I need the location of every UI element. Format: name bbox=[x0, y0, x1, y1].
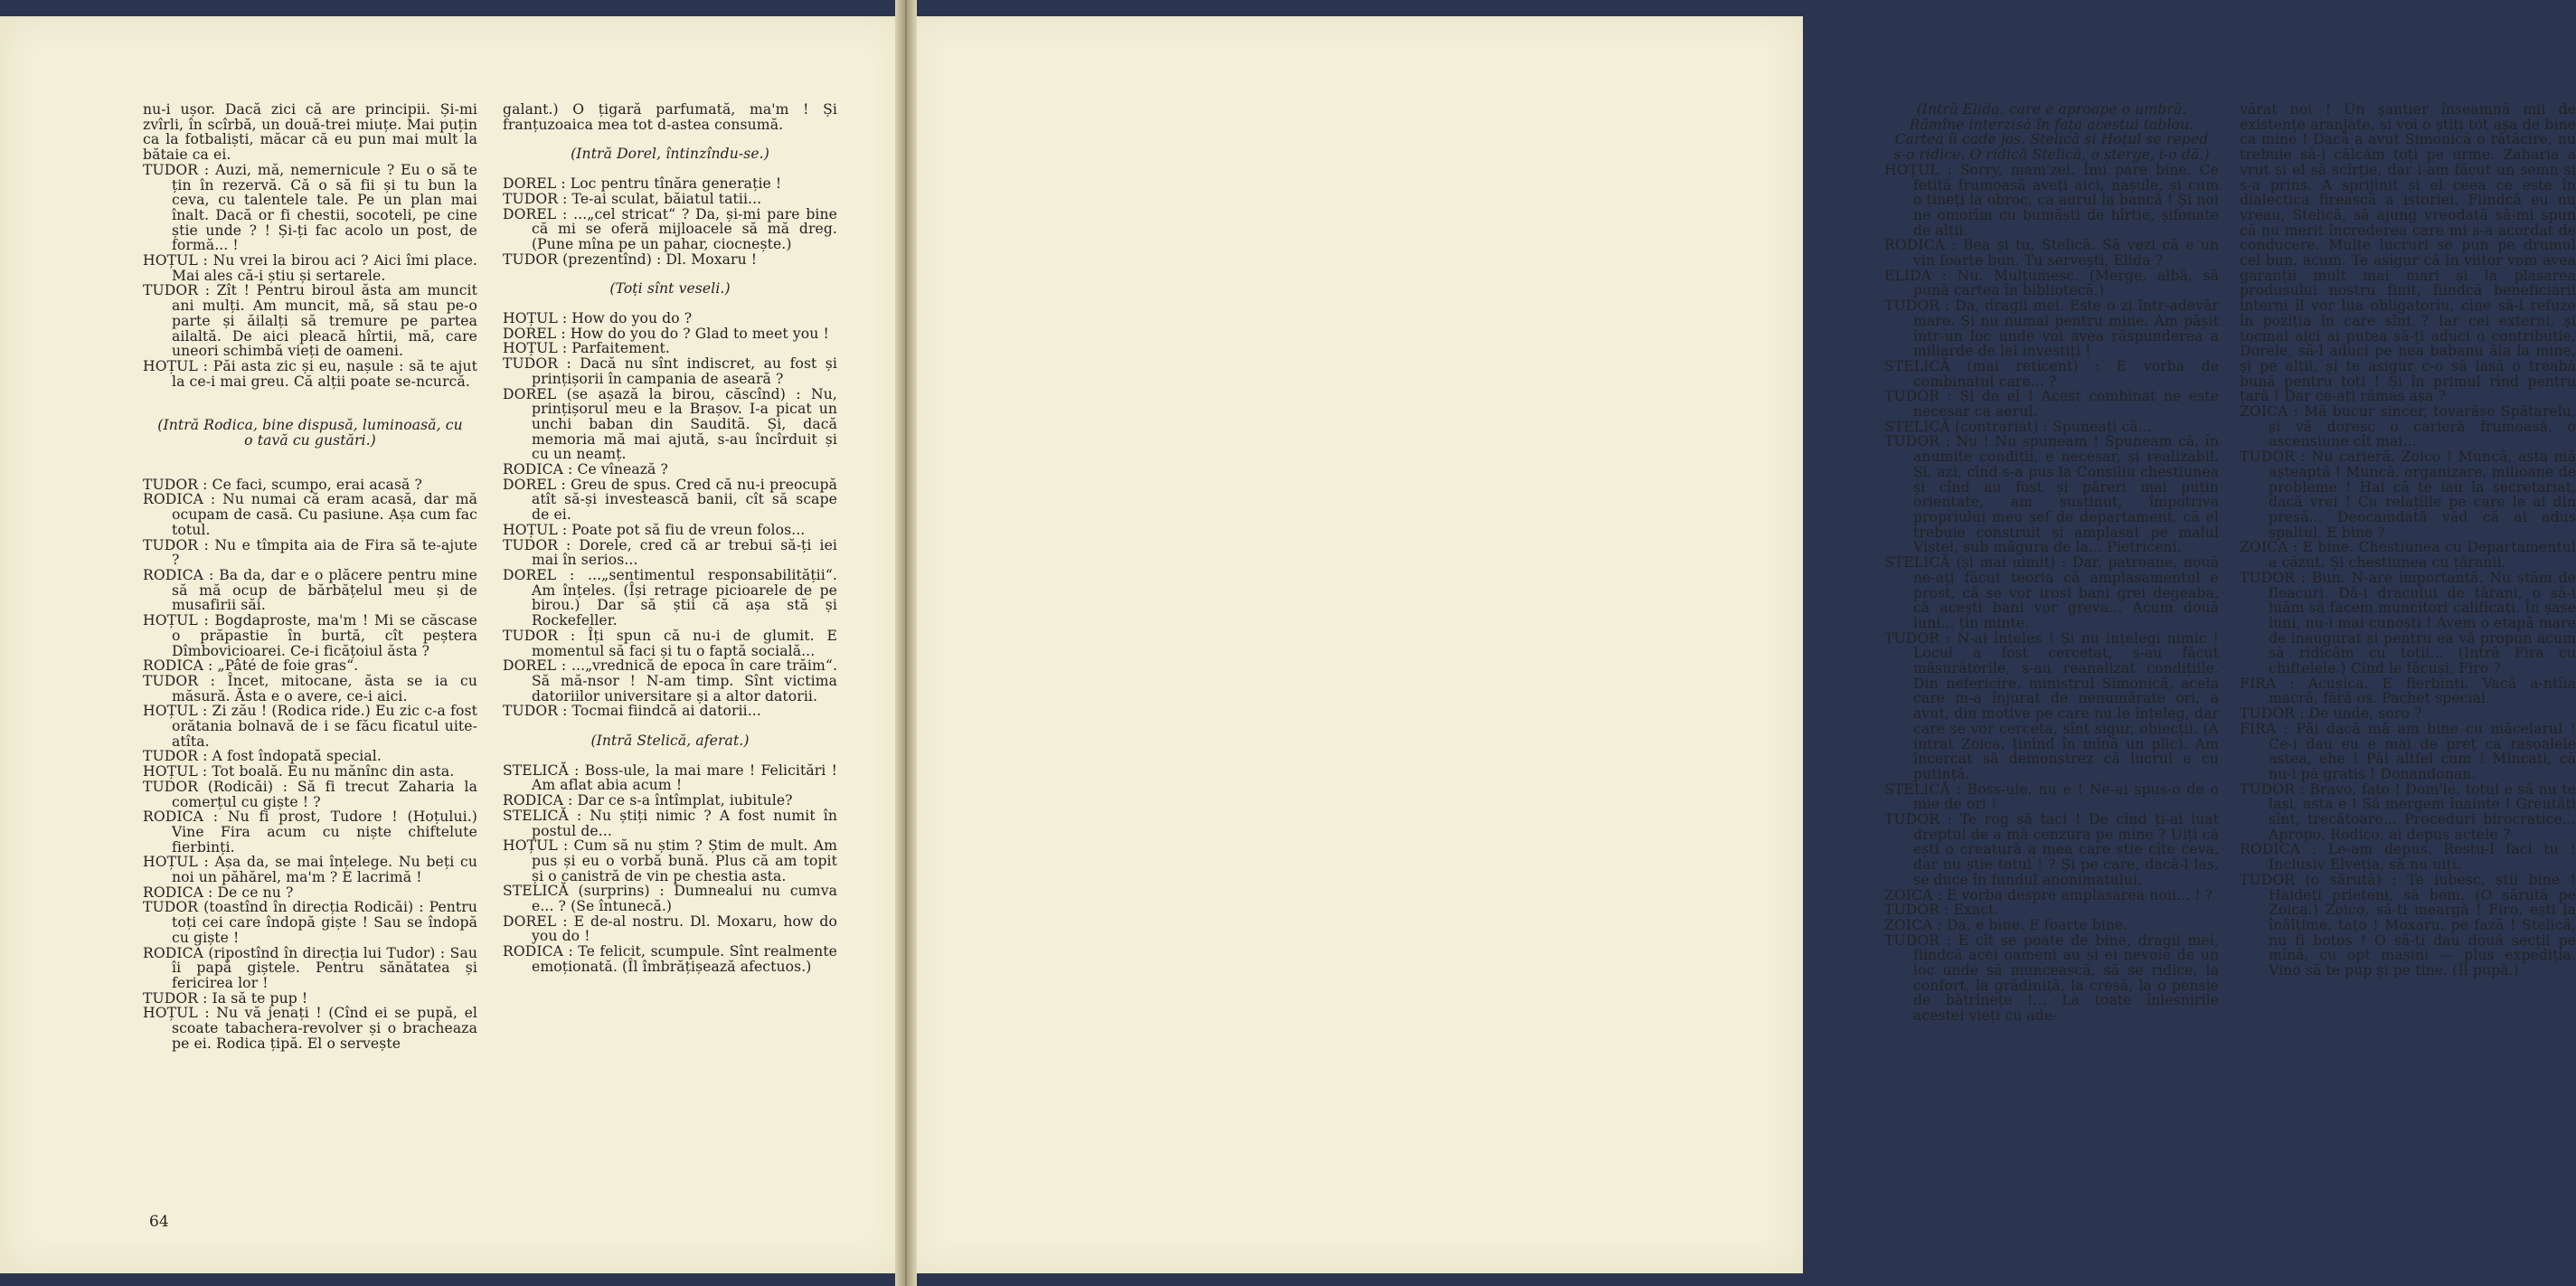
dialogue-line: RODICA : Nu numai că eram acasă, dar mă ocupam de casă. Cu pasiune. Așa cum fac totul. bbox=[143, 491, 477, 538]
dialogue-line: STELICĂ : Boss-ule, nu e ! Ne-ai spus-o de o mie de ori ! bbox=[1884, 780, 2219, 813]
stage-direction: (Intră Stelică, aferat.) bbox=[590, 733, 750, 750]
spacer bbox=[503, 162, 837, 176]
dialogue-line: HOȚUL : Nu vă jenați ! (Cînd ei se pupă, el scoate tabachera-revolver și o bracheaza pe ei. Rodica țipă. El o servește bbox=[143, 1005, 477, 1052]
dialogue-line: TUDOR : Nu carieră, Zoico ! Muncă, asta mă așteaptă ! Muncă, organizare, milioane de probleme ! Hai că te iau la secretariat, dacă vrei ! Cu relațiile pe care le ai din presă... Deocamdată văd că ai adus șpaltul. E bine ? bbox=[2240, 449, 2576, 541]
dialogue-line: FIRA : Păi dacă mă am bine cu măcelarul ! Ce-i dau eu e mai de preț ca rasoalele astea, ehe ! Păi altfel cum ! Mîncați, că nu-i pă gratis ! Donandonan. bbox=[2240, 720, 2576, 782]
spacer bbox=[503, 719, 837, 733]
dialogue-line: TUDOR (prezentînd) : Dl. Moxaru ! bbox=[503, 251, 758, 268]
dialogue-line: ZOICA : Da, e bine. E foarte bine. bbox=[1884, 916, 2128, 933]
dialogue-line: TUDOR : Dorele, cred că ar trebui să-ți iei mai în serios... bbox=[503, 536, 837, 569]
dialogue-line: HOȚUL : Parfaitement. bbox=[503, 340, 670, 357]
column-1 bbox=[143, 102, 477, 1051]
dialogue-line: TUDOR : E cît se poate de bine, dragii mei, fiindcă acei oameni au și ei nevoie de un loc unde să muncească, să se ridice, la confort, la grădiniță, la creșă, la o pensie de bătrînețe !... La toate înlesnirile acestei vieți cu ade- bbox=[1884, 931, 2219, 1025]
column-2 bbox=[503, 102, 837, 975]
dialogue-line: STELICĂ (contrariat) : Spuneați că... bbox=[1884, 418, 2152, 435]
dialogue-line: TUDOR : Auzi, mă, nemernicule ? Eu o să te țin în rezervă. Că o să fii și tu bun la ceva, cu talentele tale. Pe un plan mai înalt. Dacă or fi chestii, socoteli, pe cine știe unde ? ! Și-ți fac acolo un post, de formă... ! bbox=[143, 161, 477, 254]
dialogue-line: DOREL : How do you do ? Glad to meet you ! bbox=[503, 325, 829, 342]
dialogue-line: TUDOR : Bun. N-are importanță. Nu stăm de fleacuri. Dă-i dracului de țărani, o să-i luăm să facem muncitori calificați. În șase luni, nu-i mai cunoști ! Avem o etapă mare de inaugurat și pentru ea vă propun acum să ridicăm cu toții... (Intră Fira cu chiftelele.) Cînd le făcuși, Firo ? bbox=[2240, 569, 2576, 677]
dialogue-line: HOȚUL : Bogdaproste, ma'm ! Mi se căscase o prăpastie în burtă, cît peștera Dîmbovicioarei. Ce-i ficățoiul ăsta ? bbox=[143, 612, 477, 659]
dialogue-line: TUDOR : Dacă nu sînt indiscret, au fost și prințișorii în campania de aseară ? bbox=[503, 355, 837, 387]
dialogue-line: STELICĂ (surprins) : Dumnealui nu cumva e... ? (Se întunecă.) bbox=[503, 883, 837, 915]
spacer bbox=[503, 132, 837, 147]
book-gutter bbox=[895, 0, 917, 1286]
right-page bbox=[908, 16, 2576, 1273]
dialogue-line: DOREL : ...„sentimentul responsabilității“. Am înțeles. (Își retrage picioarele de pe birou.) Dar să știi că așa stă și Rockefeller. bbox=[503, 566, 837, 629]
dialogue-line: TUDOR (o sărută) : Te iubesc, știi bine ! Haideți prieteni, să bem. (O sărută pe Zoica.) Zoico, să-ți meargă ! Firo, ești la înălțime, tațo ! Moxaru, pe fază ! Stelică, nu fi botos ! O să-ți dau două secții pe mînă, cu opt mașini — plus expediția. Vino să te pup și pe tine. (Îl pupă.) bbox=[2240, 871, 2576, 979]
left-page bbox=[0, 16, 904, 1273]
column-4 bbox=[2240, 102, 2576, 979]
stage-direction: (Intră Rodica, bine dispusă, luminoasă, cu o tavă cu gustări.) bbox=[157, 417, 463, 449]
dialogue-line: TUDOR : Da, dragii mei. Este o zi într-adevăr mare. Și nu numai pentru mine. Am pășit într-un loc unde voi avea răspunderea a miliarde de lei investiți ! bbox=[1884, 298, 2219, 360]
dialogue-line: TUDOR : Bravo, fato ! Dom'le, totul e să nu te lași, asta e ! Să mergem înainte ! Greutăți sînt, trecătoare... Proceduri birocratice... Apropo, Rodico, ai depus actele ? bbox=[2240, 780, 2576, 843]
dialogue-line: HOȚUL : Sorry, mam'zel. Îmi pare bine. Ce fetiță frumoasă aveți aici, nașule, și cum o țineți la obroc, ca aurul la bancă ! Și noi ne omorîm cu bumăști de hîrtie, șifonate de alții. bbox=[1884, 161, 2219, 239]
dialogue-line: DOREL : E de-al nostru. Dl. Moxaru, how do you do ! bbox=[503, 912, 837, 945]
dialogue-line: STELICĂ : Nu știți nimic ? A fost numit în postul de... bbox=[503, 807, 837, 839]
dialogue-line: RODICA : Nu fi prost, Tudore ! (Hoțului.) Vine Fira acum cu niște chiftelute fierbinți. bbox=[143, 808, 477, 856]
spacer bbox=[503, 297, 837, 311]
dialogue-line: DOREL : ...„cel stricat“ ? Da, și-mi pare bine că mi se oferă mijloacele să mă dreg. (Pune mîna pe un pahar, ciocnește.) bbox=[503, 205, 837, 252]
dialogue-line: HOȚUL : Poate pot să fiu de vreun folos... bbox=[503, 521, 806, 538]
dialogue-line: STELICĂ (mai reticent) : E vorba de combinatul care... ? bbox=[1884, 357, 2219, 390]
dialogue-line: TUDOR : Nu e tîmpita aia de Fira să te-ajute ? bbox=[143, 536, 477, 569]
dialogue-line: nu-i ușor. Dacă zici că are principii. Și-mi zvîrli, în scîrbă, un două-trei miuțe. Mai puțin ca la fotbaliști, măcar că eu pun mai mult la bătaie ca ei. bbox=[143, 101, 477, 164]
dialogue-line: TUDOR : De unde, soro ? bbox=[2240, 705, 2422, 723]
spacer bbox=[143, 449, 477, 478]
dialogue-line: STELICĂ : Boss-ule, la mai mare ! Felicitări ! Am aflat abia acum ! bbox=[503, 761, 837, 794]
stage-direction: (Intră Dorel, întinzîndu-se.) bbox=[571, 146, 769, 163]
dialogue-line: HOȚUL : How do you do ? bbox=[503, 310, 693, 327]
dialogue-line: TUDOR : Încet, mitocane, ăsta se ia cu măsură. Ăsta e o avere, ce-i aici. bbox=[143, 672, 477, 704]
dialogue-line: TUDOR : Te-ai sculat, băiatul tatii... bbox=[503, 190, 762, 207]
dialogue-line: RODICA : Le-am depus. Restu-l faci tu ! Inclusiv Elveția, să nu uiți. bbox=[2240, 841, 2576, 874]
dialogue-line: TUDOR : Ce faci, scumpo, erai acasă ? bbox=[143, 476, 422, 493]
dialogue-line: TUDOR : Și de el ! Acest combinat ne este necesar ca aerul. bbox=[1884, 388, 2219, 421]
spacer bbox=[503, 749, 837, 763]
dialogue-line: DOREL : ...„vrednică de epoca în care trăim“. Să mă-nsor ! N-am timp. Sînt victima datoriilor universitare și a altor datorii. bbox=[503, 657, 837, 704]
dialogue-line: FIRA : Acușica. E fierbinți. Vacă a-ntîia macră, fără os. Pachet special. bbox=[2240, 675, 2576, 707]
dialogue-line: DOREL (se așază la birou, căscînd) : Nu, prințișorul meu e la Brașov. I-a picat un unchi baban din Sauditã. Și, dacă memoria mă mai ajută, s-au încîrduit și cu un neamț. bbox=[503, 385, 837, 463]
dialogue-line: HOȚUL : Tot boală. Eu nu mănînc din asta. bbox=[143, 763, 455, 780]
dialogue-line: RODICA : „Pâté de foie gras“. bbox=[143, 657, 359, 675]
dialogue-line: ZOICA : E vorba despre amplasarea noii... ! ? bbox=[1884, 886, 2213, 903]
dialogue-line: TUDOR : Exact. bbox=[1884, 902, 1999, 919]
dialogue-line: RODICA : Te felicit, scumpule. Sînt realmente emoționată. (Îl îmbrățișează afectuos.) bbox=[503, 943, 837, 975]
dialogue-line: TUDOR : Nu ! Nu spuneam ! Spuneam că, în anumite condiții, e necesar, și realizabil. Și, azi, cînd s-a pus la Consiliu chestiunea și cînd au fost și păreri mai puțin orientate, am susținut, împotriva propriului meu șef de departament, că el trebuie construit și amplasat pe malul Viștei, sub măgura de la... Pietriceni. bbox=[1884, 433, 2219, 556]
stage-direction: (Toți sînt veseli.) bbox=[609, 280, 731, 298]
dialogue-line: HOȚUL : Zi zău ! (Rodica ride.) Eu zic c-a fost orătania bolnavă de i se făcu ficatul uite-atîta. bbox=[143, 703, 477, 750]
dialogue-line: HOȚUL : Păi asta zic și eu, nașule : să te ajut la ce-i mai greu. Că alții poate se-ncurcă. bbox=[143, 357, 477, 390]
dialogue-line: TUDOR : Tocmai fiindcă ai datorii... bbox=[503, 703, 761, 720]
dialogue-line: TUDOR : N-ai înțeles ! Și nu înțelegi nimic ! Locul a fost cercetat, s-au făcut măsurătorile, s-au reanalizat condițiile. Din nefericire, ministrul Simonică, acela care m-a înjurat de nenumărate ori, a avut, din motive pe care nu le înțeleg, dar care se vor cerceta, sînt sigur, obiecții. (A intrat Zoica, ținînd în mînă un plic). Am încercat să demonstrez că lucrul e cu putință. bbox=[1884, 629, 2219, 782]
dialogue-line: vărat noi ! Un șantier înseamnă mii de existențe aranjate, și voi o știți tot așa de bine ca mine ! Dacă a avut Simonică o rătăcire, nu trebuie să-i călcăm toți pe urme. Zaharia a vrut și el să scîrție, dar i-am făcut un semn și s-a prins. A sprijinit și el ceea ce este în dialectica firească a istoriei. Fiindcă eu nu vreau, Stelică, să ajung vreodată să-mi spun că nu merit încrederea care mi s-a acordat de conducere. Multe lucruri se pun pe drumul cel bun, acum. Te asigur că în viitor vom avea garanții mult mai mari și la plasarea produsului nostru finit, fiindcă beneficiarii interni îl vor lua obligatoriu, cine să-l refuze în poziția în care sînt ? Iar cei externi, și tocmai aici ai putea să-ți aduci o contribuție, Dorele, să-l aduci pe nea babanu ăla la mine, și pe alții, și te asigur c-o să iasă o treabă bună pentru toți ! Și în primul rînd pentru țară ! Dar ce-ați rămas așa ? bbox=[2240, 101, 2576, 405]
column-3 bbox=[1884, 102, 2219, 1024]
page-number: 64 bbox=[149, 1213, 169, 1231]
dialogue-line: RODICA : De ce nu ? bbox=[143, 884, 294, 901]
dialogue-line: RODICA : Ba da, dar e o plăcere pentru mine să mă ocup de bărbățelul meu și de musafirii săi. bbox=[143, 566, 477, 614]
dialogue-line: RODICA : Bea și tu, Stelică. Să vezi că e un vin foarte bun. Tu servești, Elida ? bbox=[1884, 237, 2219, 269]
dialogue-line: RODICA (ripostînd în direcția lui Tudor) : Sau îi papă giștele. Pentru sănătatea și fericirea lor ! bbox=[143, 944, 477, 991]
dialogue-line: ELIDA : Nu. Mulțumesc. (Merge, albă, să pună cartea în bibliotecă.) bbox=[1884, 267, 2219, 299]
dialogue-line: TUDOR : A fost îndopată special. bbox=[143, 748, 382, 765]
dialogue-line: DOREL : Loc pentru tînăra generație ! bbox=[503, 175, 782, 193]
dialogue-line: RODICA : Ce vînează ? bbox=[503, 461, 668, 478]
dialogue-line: HOȚUL : Nu vrei la birou aci ? Aici îmi place. Mai ales că-i știu și sertarele. bbox=[143, 252, 477, 284]
dialogue-line: HOȚUL : Cum să nu știm ? Știm de mult. Am pus și eu o vorbă bună. Plus că am topit și o canistră de vin pe chestia asta. bbox=[503, 837, 837, 884]
dialogue-line: TUDOR (Rodicăi) : Să fi trecut Zaharia la comerțul cu giște ! ? bbox=[143, 778, 477, 810]
spacer bbox=[143, 389, 477, 418]
dialogue-line: TUDOR : Te rog să taci ! De cînd ți-ai luat dreptul de a mă cenzura pe mine ? Uiți că ești o creatură a mea care știe cîte ceva, dar nu știe totul ! ? Și pe care, dacă-l las, se duce în fundul anonimatului. bbox=[1884, 811, 2219, 888]
dialogue-line: STELICĂ (și mai uimit) : Dar, patroane, nouă ne-ați făcut teoria că amplasamentul e prost, că se vor irosi bani grei degeaba, că acești bani vor greva... Acum două luni... țin minte. bbox=[1884, 554, 2219, 631]
dialogue-line: HOȚUL : Așa da, se mai înțelege. Nu beți cu noi un păhărel, ma'm ? E lacrimă ! bbox=[143, 854, 477, 886]
dialogue-line: DOREL : Greu de spus. Cred că nu-i preocupă atît să-și investească banii, cît să scape de ei. bbox=[503, 476, 837, 524]
dialogue-line: galant.) O țigară parfumată, ma'm ! Și franțuzoaica mea tot d-astea consumă. bbox=[503, 101, 837, 133]
dialogue-line: TUDOR : Îți spun că nu-i de glumit. E momentul să faci și tu o faptă socială... bbox=[503, 627, 837, 659]
stage-direction: (Intră Elida, care e aproape o umbră. Rămîne interzisă în fața acestui tablou. Cartea îi cade jos. Stelică și Hoțul se reped s-o ridice. O ridică Stelică, o șterge, i-o dă.) bbox=[1893, 101, 2210, 164]
dialogue-line: RODICA : Dar ce s-a întîmplat, iubitule? bbox=[503, 792, 793, 809]
dialogue-line: ZOICA : E bine. Chestiunea cu Departamentul a căzut. Și chestiunea cu țăranii. bbox=[2240, 539, 2576, 572]
dialogue-line: TUDOR : Zît ! Pentru biroul ăsta am muncit ani mulți. Am muncit, mă, să stau pe-o parte și ăilalți să tremure pe partea ailaltă. De aici pleacă hîrtii, mă, care uneori schimbă vieți de oameni. bbox=[143, 282, 477, 360]
dialogue-line: ZOICA : Mă bucur sincer, tovarășe Spătarelu, și vă doresc o carieră frumoasă, o ascensiune cît mai... bbox=[2240, 403, 2576, 450]
spacer bbox=[503, 267, 837, 281]
dialogue-line: TUDOR (toastînd în direcția Rodicăi) : Pentru toți cei care îndopă giște ! Sau se îndopă cu giște ! bbox=[143, 899, 477, 946]
dialogue-line: TUDOR : Ia să te pup ! bbox=[143, 989, 308, 1007]
